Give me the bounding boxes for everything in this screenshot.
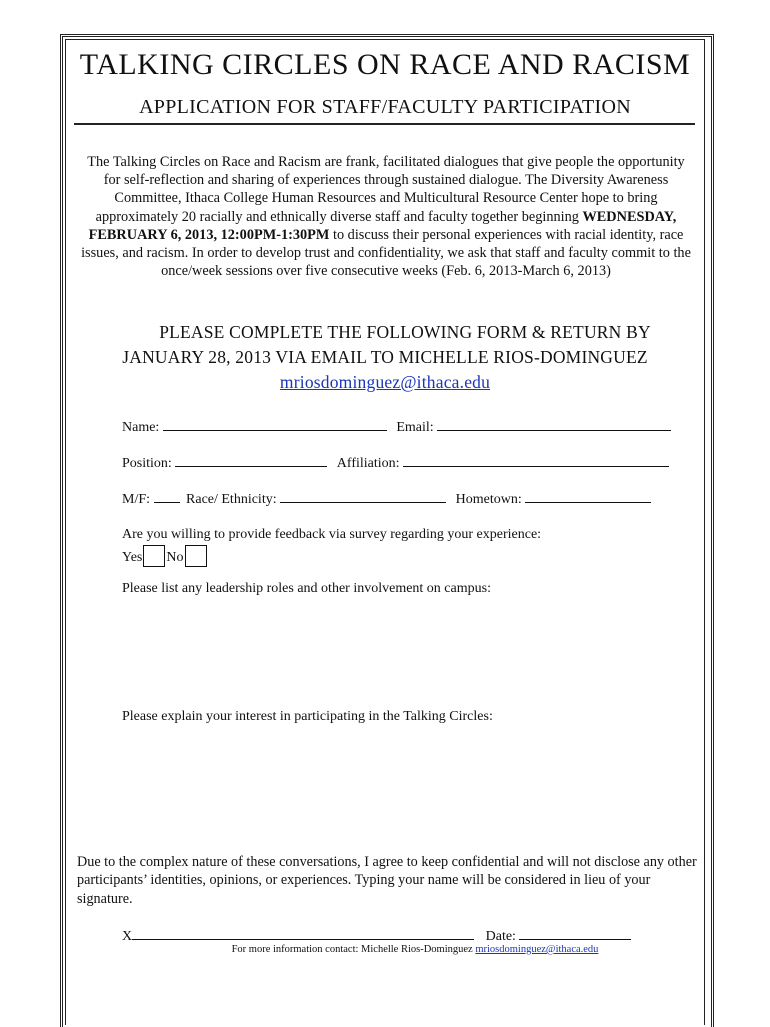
affiliation-field[interactable] <box>403 454 669 467</box>
affiliation-label: Affiliation: <box>336 456 400 471</box>
signature-prefix: X <box>122 929 133 944</box>
yes-checkbox[interactable] <box>143 545 165 567</box>
name-email-row <box>122 418 671 436</box>
name-field[interactable] <box>163 418 387 431</box>
signature-row <box>122 927 631 945</box>
demographics-row <box>122 490 651 508</box>
page-title: TALKING CIRCLES ON RACE AND RACISM <box>79 48 691 81</box>
page-subtitle: APPLICATION FOR STAFF/FACULTY PARTICIPATION <box>139 96 631 118</box>
instruction-line-1: PLEASE COMPLETE THE FOLLOWING FORM & RETURN BY <box>159 322 651 342</box>
position-affiliation-row <box>122 454 669 472</box>
date-field[interactable] <box>519 927 631 940</box>
position-label: Position: <box>122 456 172 471</box>
contact-email-link[interactable]: mriosdominguez@ithaca.edu <box>279 372 491 392</box>
footer-text: For more information contact: Michelle Rios-Dominguez <box>231 944 476 955</box>
intro-paragraph <box>80 153 692 280</box>
intro-text: The Talking Circles on Race and Racism are frank, facilitated dialogues that give people the opportunity for self-reflection and sharing of experiences through sustained dialogue. The Diversity Awareness Committee, Ithaca College Human Resources and Multicultural Resource Center hope to bring approximately 20 racially and ethnically diverse staff and faculty together beginning <box>87 154 685 225</box>
intro-date: WEDNESDAY, FEBRUARY 6, 2013, 12:00PM-1:30PM <box>88 208 677 243</box>
mf-field[interactable] <box>154 490 180 503</box>
race-label: Race/ Ethnicity: <box>186 492 277 507</box>
confidentiality-statement: Due to the complex nature of these conversations, I agree to keep confidential and will not disclose any other participants’ identities, opinions, or experiences. Typing your name will be considered in lieu of your signature. <box>77 854 697 907</box>
return-instructions <box>88 320 682 395</box>
hometown-label: Hometown: <box>455 492 522 507</box>
race-field[interactable] <box>280 490 446 503</box>
date-label: Date: <box>485 929 516 944</box>
mf-label: M/F: <box>122 492 151 507</box>
name-label: Name: <box>122 420 160 435</box>
instruction-line-2: JANUARY 28, 2013 VIA EMAIL TO MICHELLE RIOS-DOMINGUEZ <box>122 347 648 367</box>
signature-field[interactable] <box>132 927 474 940</box>
email-label: Email: <box>396 420 434 435</box>
email-field[interactable] <box>437 418 671 431</box>
feedback-question: Are you willing to provide feedback via survey regarding your experience: <box>122 527 542 542</box>
title-divider <box>74 123 695 125</box>
feedback-options <box>122 545 208 567</box>
no-checkbox[interactable] <box>185 545 207 567</box>
yes-label: Yes <box>122 550 143 565</box>
contact-footer <box>0 944 770 955</box>
footer-email-link[interactable]: mriosdominguez@ithaca.edu <box>475 944 599 955</box>
hometown-field[interactable] <box>525 490 651 503</box>
intro-text-continued: to discuss their personal experiences with racial identity, race issues, and racism. In order to develop trust and confidentiality, we ask that staff and faculty commit to the once/week sessions over five consecutive weeks (Feb. 6, 2013-March 6, 2013) <box>81 226 691 280</box>
leadership-prompt: Please list any leadership roles and other involvement on campus: <box>122 581 491 596</box>
no-label: No <box>166 550 184 565</box>
interest-prompt: Please explain your interest in participating in the Talking Circles: <box>122 709 493 724</box>
position-field[interactable] <box>175 454 327 467</box>
